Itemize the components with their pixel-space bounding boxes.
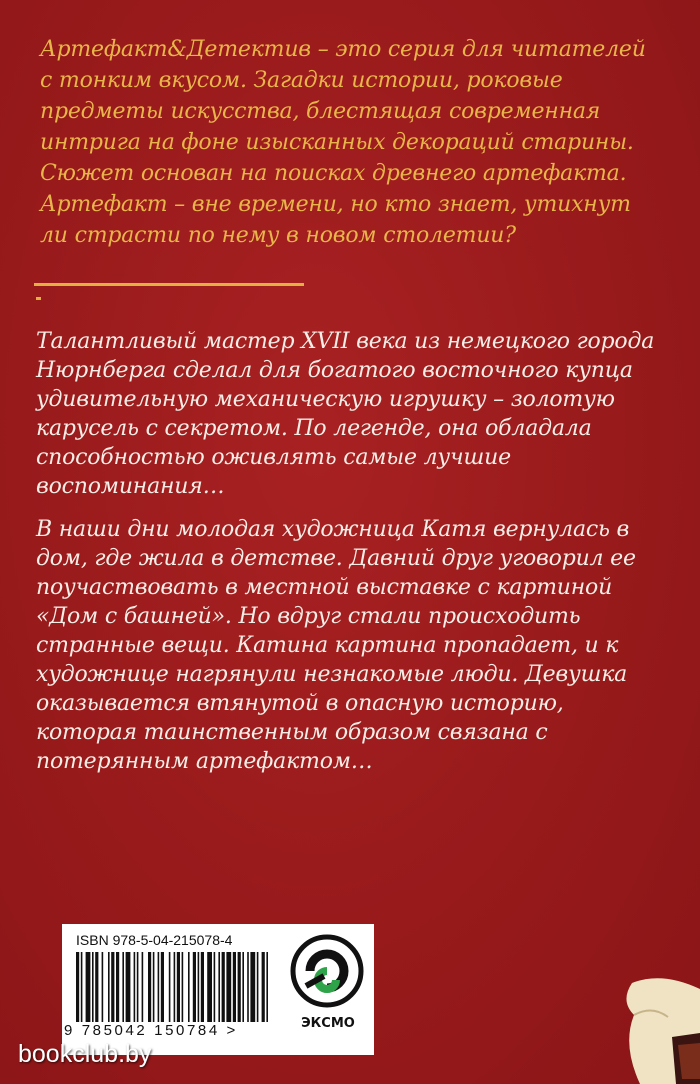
divider-dot xyxy=(36,297,41,300)
series-intro: Артефакт&Детектив – это серия для читателей с тонким вкусом. Загадки истории, роковые предметы искусства, блестящая современная интрига на фоне изысканных декораций старины. Сюжет основан на поисках древнего артефакта. Артефакт – вне времени, но кто знает, утихнут ли страсти по нему в новом столетии? xyxy=(40,37,646,248)
book-description xyxy=(36,327,666,790)
divider-line xyxy=(34,283,304,286)
description-paragraph: В наши дни молодая художница Катя вернулась в дом, где жила в детстве. Давний друг уговорил ее поучаствовать в местной выставке с картиной «Дом с башней». Но вдруг стали происходить странные вещи. Катина картина пропадает, и к художнице нагрянули незнакомые люди. Девушка оказывается втянутой в опасную историю, которая таинственным образом связана с потерянным артефактом… xyxy=(36,517,636,774)
isbn-label: ISBN 978-5-04-215078-4 xyxy=(76,932,233,948)
watermark-text: bookclub.by xyxy=(18,1040,152,1068)
description-paragraph: Талантливый мастер XVII века из немецкого города Нюрнберга сделал для богатого восточного купца удивительную механическую игрушку – золотую карусель с секретом. По легенде, она обладала способностью оживлять самые лучшие воспоминания… xyxy=(36,329,655,499)
barcode-digits: 9 785042 150784 > xyxy=(64,1022,238,1039)
eksmo-logo-icon xyxy=(290,934,364,1008)
scroll-decoration-icon xyxy=(612,975,700,1084)
publisher-logo xyxy=(282,924,374,1055)
publisher-name: ЭКСМО xyxy=(301,1016,355,1031)
